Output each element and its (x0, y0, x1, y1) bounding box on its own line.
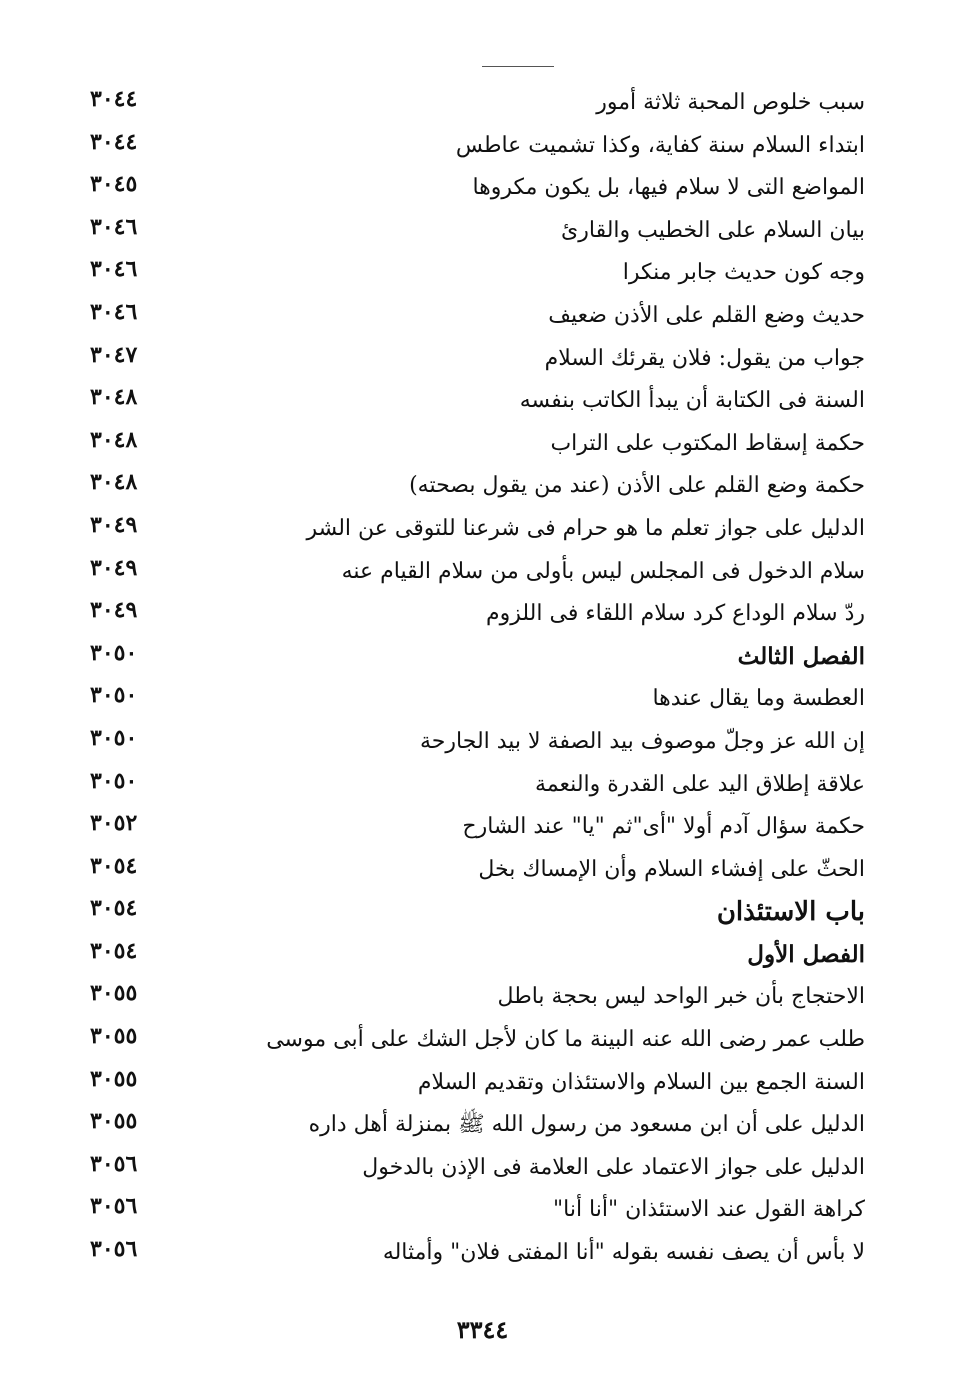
toc-entry-title: ابتداء السلام سنة كفاية، وكذا تشميت عاطس (455, 132, 865, 158)
toc-entry (90, 976, 865, 1019)
toc-entry (90, 125, 865, 168)
toc-entry-page: ٣٠٤٩ (90, 554, 138, 581)
toc-entry-page: ٣٠٥٠ (90, 639, 138, 666)
toc-entry (90, 1104, 865, 1147)
toc-entry-page: ٣٠٤٨ (90, 426, 138, 453)
toc-entry-page: ٣٠٤٤ (90, 128, 138, 155)
table-of-contents (90, 82, 865, 1275)
toc-entry-page: ٣٠٤٤ (90, 86, 138, 112)
toc-entry-page: ٣٠٥٥ (90, 1108, 138, 1135)
toc-entry-title: العطسة وما يقال عندها (652, 686, 865, 712)
toc-entry (90, 465, 865, 508)
toc-entry-page: ٣٠٤٩ (90, 511, 138, 538)
toc-entry-title: حكمة سؤال آدم أولا "أى"ثم "يا" عند الشارح (462, 814, 865, 840)
toc-entry (90, 636, 865, 679)
toc-entry-page: ٣٠٥٠ (90, 767, 138, 794)
toc-entry (90, 551, 865, 594)
toc-entry-title: الدليل على جواز تعلم ما هو حرام فى شرعنا للتوقى عن الشر (306, 515, 865, 541)
toc-entry (90, 891, 865, 934)
toc-entry-title: طلب عمر رضى الله عنه البينة ما كان لأجل الشك على أبى موسى (266, 1027, 865, 1053)
toc-entry-page: ٣٠٥٥ (90, 980, 138, 1007)
toc-entry (90, 849, 865, 892)
toc-entry-title: الاحتجاج بأن خبر الواحد ليس بحجة باطل (497, 984, 865, 1010)
toc-entry (90, 1232, 865, 1275)
toc-entry (90, 295, 865, 338)
toc-entry-page: ٣٠٤٨ (90, 384, 138, 411)
toc-entry-page: ٣٠٤٦ (90, 298, 138, 325)
toc-entry-title: ردّ سلام الوداع كرد سلام اللقاء فى اللزوم (486, 601, 865, 627)
toc-entry (90, 593, 865, 636)
toc-entry-page: ٣٠٤٧ (90, 341, 138, 368)
page-number: ٣٣٤٤ (456, 1315, 509, 1344)
toc-entry (90, 380, 865, 423)
toc-entry-page: ٣٠٥٢ (90, 810, 138, 837)
toc-entry-title: علاقة إطلاق اليد على القدرة والنعمة (535, 771, 865, 797)
toc-entry-page: ٣٠٤٩ (90, 597, 138, 624)
section-heading: باب الاستئذان (716, 897, 865, 928)
section-heading: الفصل الأول (747, 940, 865, 968)
toc-entry-title: حكمة وضع القلم على الأذن (عند من يقول بصحته) (409, 473, 865, 499)
toc-entry-title: كراهة القول عند الاستئذان "أنا أنا" (553, 1197, 865, 1223)
toc-entry-title: الدليل على أن ابن مسعود من رسول الله ﷺ بمنزلة أهل داره (308, 1112, 865, 1138)
toc-entry (90, 1189, 865, 1232)
toc-entry (90, 82, 865, 125)
toc-entry (90, 1019, 865, 1062)
toc-entry-title: السنة فى الكتابة أن يبدأ الكاتب بنفسه (519, 388, 865, 414)
toc-entry-page: ٣٠٥٠ (90, 724, 138, 751)
toc-entry-page: ٣٠٥٦ (90, 1236, 138, 1263)
toc-entry (90, 423, 865, 466)
toc-entry-title: حكمة إسقاط المكتوب على التراب (550, 430, 865, 456)
toc-entry-title: لا بأس أن يصف نفسه بقوله "أنا المفتى فلان" وأمثاله (382, 1240, 865, 1266)
toc-entry-page: ٣٠٥٥ (90, 1023, 138, 1050)
toc-entry-title: السنة الجمع بين السلام والاستئذان وتقديم السلام (417, 1069, 865, 1095)
toc-entry (90, 167, 865, 210)
toc-entry-title: سلام الدخول فى المجلس ليس بأولى من سلام القيام عنه (341, 558, 865, 584)
toc-entry-title: الحثّ على إفشاء السلام وأن الإمساك بخل (478, 856, 865, 882)
toc-entry-title: الدليل على جواز الاعتماد على العلامة فى الإذن بالدخول (362, 1154, 865, 1180)
toc-entry (90, 508, 865, 551)
toc-entry (90, 764, 865, 807)
toc-entry-page: ٣٠٤٨ (90, 469, 138, 496)
toc-entry-page: ٣٠٥٦ (90, 1193, 138, 1220)
toc-entry-page: ٣٠٤٦ (90, 256, 138, 283)
toc-entry-title: وجه كون حديث جابر منكرا (622, 260, 865, 286)
toc-entry-title: حديث وضع القلم على الأذن ضعيف (548, 302, 865, 328)
toc-entry-title: إن الله عز وجلّ موصوف بيد الصفة لا بيد الجارحة (420, 728, 865, 754)
toc-entry-page: ٣٠٥٤ (90, 937, 138, 964)
toc-entry-page: ٣٠٥٠ (90, 682, 138, 709)
toc-entry-page: ٣٠٥٤ (90, 895, 138, 922)
toc-entry-title: المواضع التى لا سلام فيها، بل يكون مكروها (472, 175, 865, 201)
toc-entry (90, 806, 865, 849)
toc-entry-page: ٣٠٥٤ (90, 852, 138, 879)
toc-entry-page: ٣٠٤٥ (90, 171, 138, 198)
toc-entry (90, 1147, 865, 1190)
toc-entry (90, 1062, 865, 1105)
toc-entry (90, 934, 865, 977)
toc-entry (90, 678, 865, 721)
section-heading: الفصل الثالث (737, 642, 865, 670)
toc-entry-page: ٣٠٥٦ (90, 1150, 138, 1177)
toc-entry (90, 338, 865, 381)
toc-entry-page: ٣٠٤٦ (90, 213, 138, 240)
toc-entry-page: ٣٠٥٥ (90, 1065, 138, 1092)
toc-entry (90, 210, 865, 253)
toc-entry-title: سبب خلوص المحبة ثلاثة أمور (596, 90, 865, 115)
toc-entry (90, 252, 865, 295)
toc-entry-title: جواب من يقول: فلان يقرئك السلام (544, 345, 865, 371)
top-rule (482, 66, 554, 67)
toc-entry-title: بيان السلام على الخطيب والقارئ (561, 217, 865, 243)
toc-entry (90, 721, 865, 764)
